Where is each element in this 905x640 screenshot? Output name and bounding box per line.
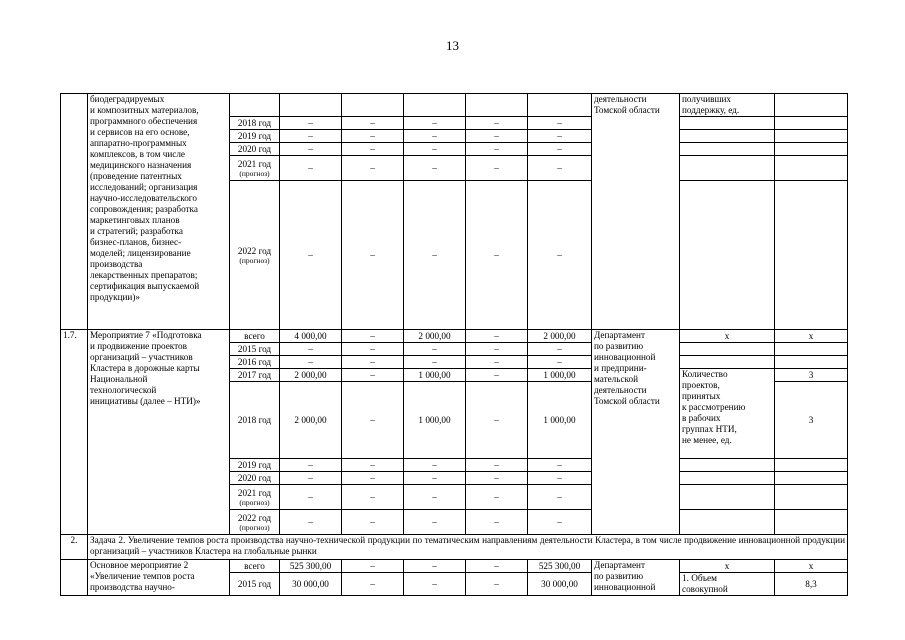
value-cell: – xyxy=(280,130,342,143)
value-cell xyxy=(342,94,404,117)
value-cell: – xyxy=(342,459,404,472)
indicator-value xyxy=(775,181,848,330)
value-cell: – xyxy=(528,156,592,181)
value-cell: – xyxy=(342,343,404,356)
value-cell xyxy=(466,94,528,117)
year-cell xyxy=(230,343,280,356)
value-cell: – xyxy=(528,143,592,156)
indicator-cell xyxy=(680,181,775,330)
indicator-cell: х xyxy=(680,560,775,573)
table-row xyxy=(61,94,848,117)
year-label: 2020 год xyxy=(237,143,272,154)
year-label: 2015 год xyxy=(237,343,272,354)
table-row xyxy=(61,330,848,343)
value-cell: – xyxy=(528,510,592,535)
value-cell: – xyxy=(466,573,528,596)
value-cell: 4 000,00 xyxy=(280,330,342,343)
indicator-cell: Количество проектов, принятых к рассмотрению в рабочих группах НТИ, не менее, ед. xyxy=(680,369,775,459)
year-cell xyxy=(230,459,280,472)
indicator-cell: 1. Объем совокупной xyxy=(680,573,775,596)
value-cell: – xyxy=(342,143,404,156)
forecast-label: (прогноз) xyxy=(239,497,270,507)
value-cell: – xyxy=(466,181,528,330)
page-number: 13 xyxy=(446,38,459,53)
row-number-cell xyxy=(61,560,88,596)
value-cell: – xyxy=(528,117,592,130)
indicator-cell xyxy=(680,485,775,510)
value-cell: – xyxy=(466,156,528,181)
year-label: всего xyxy=(244,330,265,341)
indicator-value xyxy=(775,459,848,472)
value-cell: – xyxy=(528,459,592,472)
indicator-cell: получивших поддержку, ед. xyxy=(680,94,775,117)
value-cell: 30 000,00 xyxy=(280,573,342,596)
department-cell: деятельности Томской области xyxy=(592,94,680,330)
year-label: 2021 год xyxy=(237,158,272,169)
value-cell: – xyxy=(404,181,466,330)
value-cell: – xyxy=(528,181,592,330)
year-cell xyxy=(230,130,280,143)
value-cell: 1 000,00 xyxy=(404,369,466,382)
value-cell: – xyxy=(342,156,404,181)
indicator-cell xyxy=(680,343,775,356)
row-number-cell: 2. xyxy=(61,535,88,560)
value-cell: – xyxy=(466,510,528,535)
value-cell: – xyxy=(404,130,466,143)
indicator-value: х xyxy=(775,330,848,343)
indicator-value xyxy=(775,510,848,535)
value-cell: – xyxy=(280,459,342,472)
indicator-cell xyxy=(680,143,775,156)
value-cell: – xyxy=(466,356,528,369)
value-cell: – xyxy=(342,472,404,485)
value-cell: 1 000,00 xyxy=(404,382,466,459)
activity-name: Основное мероприятие 2 «Увеличение темпов роста производства научно- xyxy=(88,560,230,596)
value-cell: – xyxy=(280,510,342,535)
value-cell: – xyxy=(404,560,466,573)
indicator-cell xyxy=(680,356,775,369)
value-cell: – xyxy=(466,130,528,143)
row-number-cell: 1.7. xyxy=(61,330,88,535)
value-cell: – xyxy=(466,382,528,459)
department-cell: Департамент по развитию инновационной и предприни- мательской деятельности Томской области xyxy=(592,330,680,535)
year-cell xyxy=(230,382,280,459)
indicator-value: 3 xyxy=(775,382,848,459)
value-cell: – xyxy=(404,472,466,485)
year-cell xyxy=(230,156,280,181)
value-cell: – xyxy=(342,369,404,382)
year-label: 2020 год xyxy=(237,472,272,483)
value-cell: – xyxy=(280,181,342,330)
indicator-value: 3 xyxy=(775,369,848,382)
department-cell: Департамент по развитию инновационной xyxy=(592,560,680,596)
year-label: 2019 год xyxy=(237,130,272,141)
forecast-label: (прогноз) xyxy=(239,522,270,532)
indicator-cell: х xyxy=(680,330,775,343)
value-cell: – xyxy=(342,573,404,596)
value-cell: – xyxy=(466,459,528,472)
value-cell: 2 000,00 xyxy=(280,382,342,459)
year-label: 2022 год xyxy=(237,512,272,523)
year-cell xyxy=(230,573,280,596)
value-cell: – xyxy=(404,459,466,472)
forecast-label: (прогноз) xyxy=(239,255,270,265)
value-cell xyxy=(404,94,466,117)
indicator-value xyxy=(775,356,848,369)
year-cell xyxy=(230,181,280,330)
value-cell: – xyxy=(280,343,342,356)
indicator-value xyxy=(775,485,848,510)
value-cell: 30 000,00 xyxy=(528,573,592,596)
year-cell xyxy=(230,369,280,382)
indicator-cell xyxy=(680,510,775,535)
value-cell xyxy=(528,94,592,117)
value-cell: – xyxy=(466,117,528,130)
year-cell xyxy=(230,330,280,343)
year-label: 2021 год xyxy=(237,487,272,498)
value-cell: – xyxy=(342,560,404,573)
value-cell: – xyxy=(280,472,342,485)
year-label: всего xyxy=(244,560,265,571)
value-cell: – xyxy=(280,356,342,369)
value-cell: – xyxy=(342,356,404,369)
value-cell: – xyxy=(528,485,592,510)
indicator-cell xyxy=(680,130,775,143)
indicator-value xyxy=(775,343,848,356)
indicator-value xyxy=(775,130,848,143)
value-cell: 525 300,00 xyxy=(280,560,342,573)
value-cell: – xyxy=(466,143,528,156)
value-cell xyxy=(280,94,342,117)
indicator-cell xyxy=(680,459,775,472)
value-cell: – xyxy=(342,485,404,510)
value-cell: – xyxy=(466,485,528,510)
indicator-cell xyxy=(680,117,775,130)
value-cell: – xyxy=(280,485,342,510)
value-cell: – xyxy=(342,510,404,535)
value-cell: – xyxy=(404,485,466,510)
task-row xyxy=(61,535,848,560)
value-cell: – xyxy=(280,156,342,181)
value-cell: – xyxy=(528,472,592,485)
activity-name: биодеградируемых и композитных материалов, программного обеспечения и сервисов на его основе, аппаратно-программных комплексов, в том числе медицинского назначения (проведение патентных исследований; организация научно-исследовательского сопровождения; разработка маркетинговых планов и стратегий; разработка бизнес-планов, бизнес- моделей; лицензирование производства лекарственных препаратов; сертификация выпускаемой продукции)» xyxy=(88,94,230,330)
value-cell: – xyxy=(342,117,404,130)
value-cell: – xyxy=(528,130,592,143)
indicator-value xyxy=(775,156,848,181)
year-cell xyxy=(230,485,280,510)
year-cell xyxy=(230,356,280,369)
forecast-label: (прогноз) xyxy=(239,168,270,178)
value-cell: – xyxy=(342,130,404,143)
value-cell: – xyxy=(466,369,528,382)
value-cell: – xyxy=(404,343,466,356)
year-cell xyxy=(230,560,280,573)
indicator-cell xyxy=(680,156,775,181)
task-text: Задача 2. Увеличение темпов роста производства научно-технической продукции по тематическим направлениям деятельности Кластера, в том числе продвижение инновационной продукции организаций – участников Кластера на глобальные рынки xyxy=(88,535,848,560)
value-cell: 1 000,00 xyxy=(528,369,592,382)
row-number-cell xyxy=(61,94,88,330)
year-cell xyxy=(230,94,280,117)
value-cell: – xyxy=(342,330,404,343)
activity-name: Мероприятие 7 «Подготовка и продвижение проектов организаций – участников Кластера в дорожные карты Национальной технологической инициативы (далее – НТИ)» xyxy=(88,330,230,535)
value-cell: – xyxy=(466,560,528,573)
indicator-value xyxy=(775,143,848,156)
year-label: 2019 год xyxy=(237,459,272,470)
year-label: 2022 год xyxy=(237,245,272,256)
value-cell: – xyxy=(404,143,466,156)
value-cell: 2 000,00 xyxy=(280,369,342,382)
year-cell xyxy=(230,510,280,535)
value-cell: – xyxy=(404,156,466,181)
year-label: 2015 год xyxy=(237,578,272,589)
year-label: 2018 год xyxy=(237,117,272,128)
value-cell: – xyxy=(342,181,404,330)
indicator-cell xyxy=(680,472,775,485)
value-cell: 2 000,00 xyxy=(404,330,466,343)
year-cell xyxy=(230,472,280,485)
value-cell: – xyxy=(404,573,466,596)
program-table xyxy=(60,93,848,596)
value-cell: – xyxy=(466,330,528,343)
value-cell: – xyxy=(404,117,466,130)
year-label: 2016 год xyxy=(237,356,272,367)
table-row xyxy=(61,560,848,573)
value-cell: 525 300,00 xyxy=(528,560,592,573)
value-cell: – xyxy=(466,472,528,485)
year-cell xyxy=(230,117,280,130)
value-cell: 1 000,00 xyxy=(528,382,592,459)
value-cell: – xyxy=(528,356,592,369)
value-cell: – xyxy=(280,117,342,130)
indicator-value xyxy=(775,94,848,117)
value-cell: – xyxy=(404,356,466,369)
year-cell xyxy=(230,143,280,156)
indicator-value: 8,3 xyxy=(775,573,848,596)
value-cell: – xyxy=(342,382,404,459)
indicator-value xyxy=(775,117,848,130)
year-label: 2017 год xyxy=(237,369,272,380)
value-cell: – xyxy=(404,510,466,535)
indicator-value xyxy=(775,472,848,485)
value-cell: 2 000,00 xyxy=(528,330,592,343)
indicator-value: х xyxy=(775,560,848,573)
year-label: 2018 год xyxy=(237,414,272,425)
value-cell: – xyxy=(466,343,528,356)
value-cell: – xyxy=(528,343,592,356)
value-cell: – xyxy=(280,143,342,156)
